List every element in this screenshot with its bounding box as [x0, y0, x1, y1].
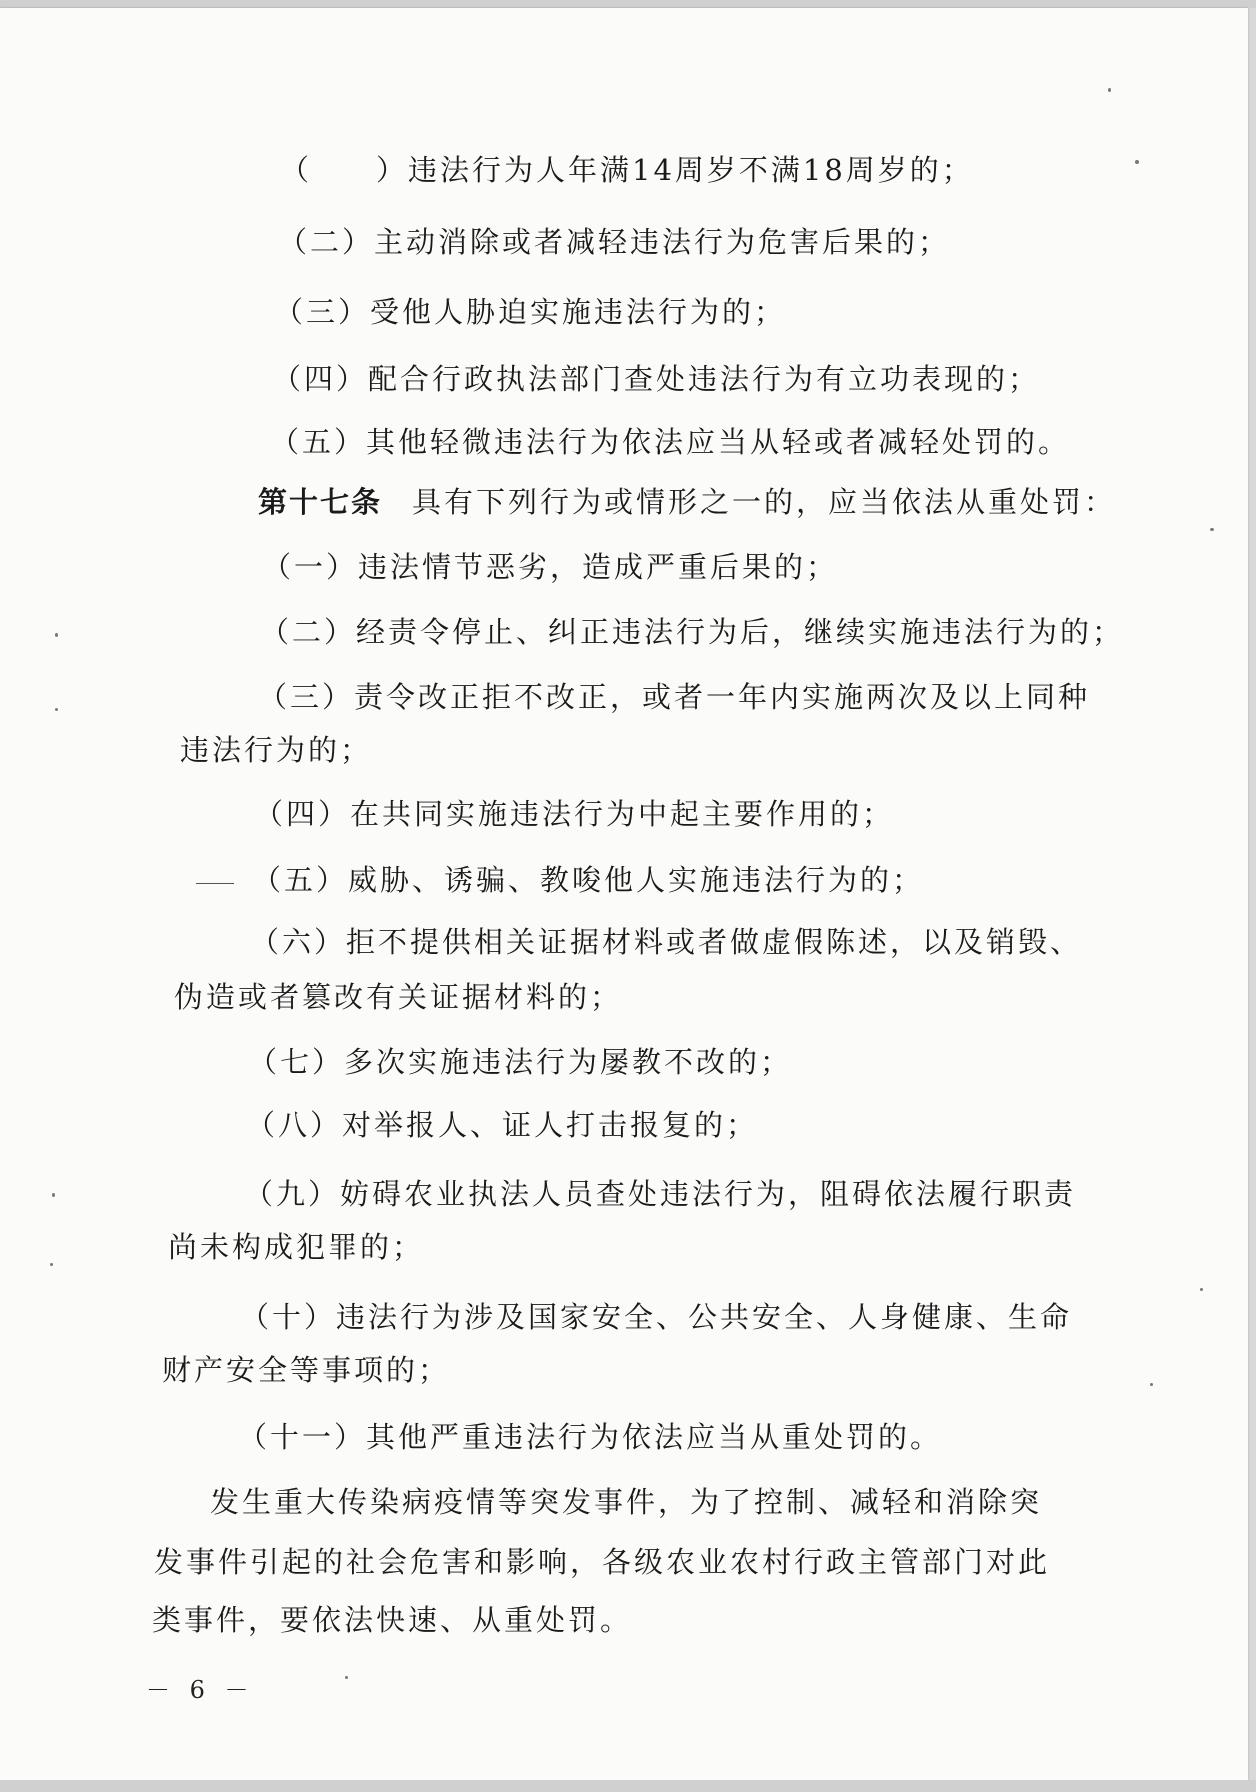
- page-number: － 6 －: [146, 1676, 255, 1704]
- text-line: 类事件，要依法快速、从重处罚。: [152, 1603, 633, 1637]
- scan-speck: [55, 708, 58, 711]
- article-heading: 第十七条: [258, 485, 383, 519]
- text-line: （七）多次实施违法行为屡教不改的；: [248, 1045, 793, 1079]
- text-line: （二）主动消除或者减轻违法行为危害后果的；: [278, 225, 951, 259]
- scan-speck: [345, 1676, 348, 1679]
- scan-speck: [1200, 1288, 1203, 1291]
- text-line: （四）配合行政执法部门查处违法行为有立功表现的；: [272, 362, 1041, 396]
- text-line: （三）受他人胁迫实施违法行为的；: [274, 295, 787, 329]
- text-line: （一）违法情节恶劣，造成严重后果的；: [262, 550, 839, 584]
- text-line: 违法行为的；: [180, 733, 373, 767]
- text-line: （六）拒不提供相关证据材料或者做虚假陈述，以及销毁、: [250, 925, 1083, 959]
- text-line: （ ）违法行为人年满14周岁不满18周岁的；: [280, 153, 974, 187]
- scan-speck: [1135, 160, 1139, 164]
- article-text: 具有下列行为或情形之一的，应当依法从重处罚：: [412, 485, 1117, 519]
- text-line: 发事件引起的社会危害和影响，各级农业农村行政主管部门对此: [154, 1545, 1051, 1579]
- scan-speck: [1150, 1383, 1153, 1386]
- scan-speck: [50, 1263, 53, 1266]
- scan-speck: [1108, 88, 1111, 92]
- text-line: （十）违法行为涉及国家安全、公共安全、人身健康、生命: [240, 1300, 1073, 1334]
- text-line: 尚未构成犯罪的；: [168, 1230, 425, 1264]
- scan-speck: [52, 1193, 55, 1197]
- text-line: （十一）其他严重违法行为依法应当从重处罚的。: [238, 1420, 943, 1454]
- stray-mark: [196, 883, 234, 884]
- text-line: （八）对举报人、证人打击报复的；: [246, 1108, 759, 1142]
- text-line: 发生重大传染病疫情等突发事件，为了控制、减轻和消除突: [210, 1485, 1043, 1519]
- article-line: [258, 485, 1117, 519]
- text-line: 伪造或者篡改有关证据材料的；: [174, 980, 623, 1014]
- text-line: （五）威胁、诱骗、教唆他人实施违法行为的；: [252, 863, 925, 897]
- scan-border-bottom: [0, 1780, 1256, 1792]
- scan-border-top: [0, 0, 1256, 8]
- scan-speck: [55, 633, 58, 637]
- text-line: （二）经责令停止、纠正违法行为后，继续实施违法行为的；: [260, 615, 1125, 649]
- scan-speck: [1210, 528, 1214, 531]
- text-line: （三）责令改正拒不改正，或者一年内实施两次及以上同种: [258, 680, 1091, 714]
- text-line: （四）在共同实施违法行为中起主要作用的；: [254, 797, 895, 831]
- text-line: 财产安全等事项的；: [162, 1353, 451, 1387]
- text-line: （五）其他轻微违法行为依法应当从轻或者减轻处罚的。: [270, 425, 1071, 459]
- document-page: [0, 8, 1248, 1780]
- text-line: （九）妨碍农业执法人员查处违法行为，阻碍依法履行职责: [244, 1177, 1077, 1211]
